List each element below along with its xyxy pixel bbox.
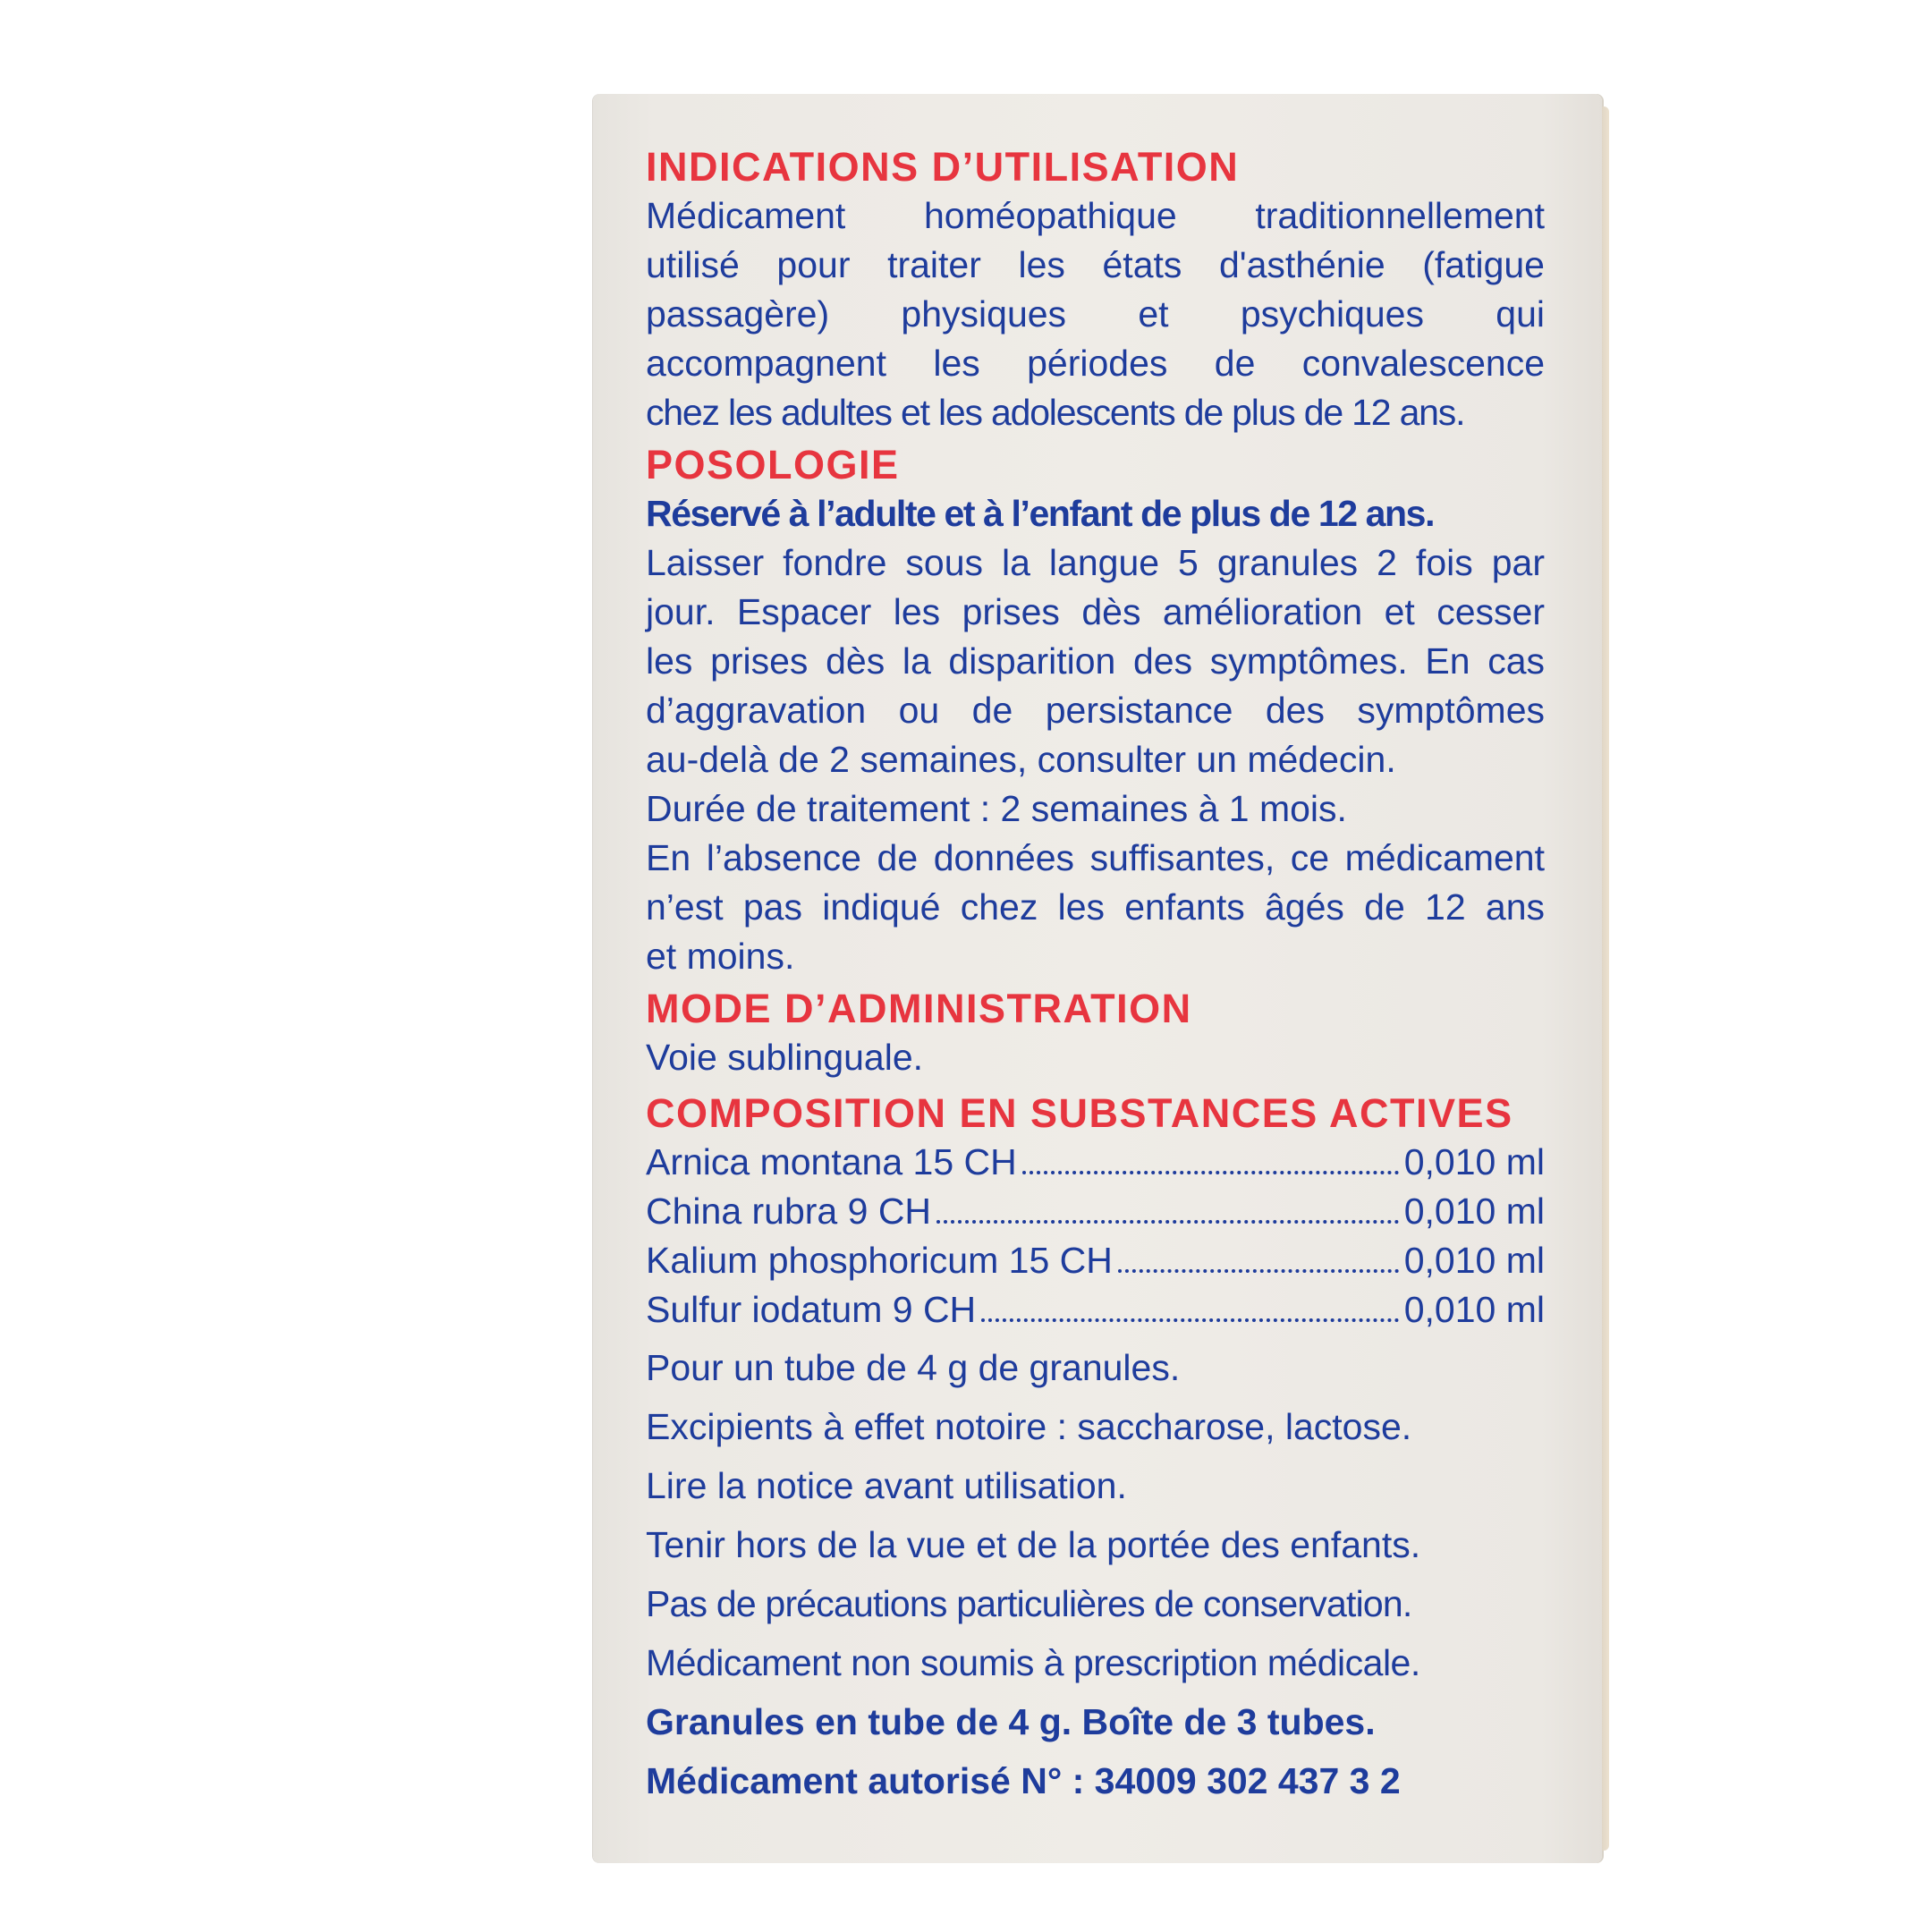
posologie-line: jour. Espacer les prises dès amélioration et cesser (646, 591, 1545, 632)
posologie-text (646, 489, 1545, 981)
substance-name: China rubra 9 CH (646, 1191, 932, 1232)
indications-line: passagère) physiques et psychiques qui (646, 293, 1545, 335)
packaging-info: Granules en tube de 4 g. Boîte de 3 tubes. (646, 1701, 1376, 1742)
notes (646, 1338, 1545, 1692)
dot-leader (1118, 1269, 1399, 1273)
note-line: Tenir hors de la vue et de la portée des enfants. (646, 1524, 1421, 1565)
dot-leader (936, 1220, 1399, 1224)
indications-line: utilisé pour traiter les états d'asthénie (fatigue (646, 244, 1545, 285)
posologie-line: Laisser fondre sous la langue 5 granules 2 fois par (646, 542, 1545, 583)
posologie-line: les prises dès la disparition des symptômes. En cas (646, 640, 1545, 682)
composition-item (646, 1138, 1545, 1187)
mode-value: Voie sublinguale. (646, 1037, 924, 1078)
indications-line: accompagnent les périodes de convalescence (646, 343, 1545, 384)
substance-name: Kalium phosphoricum 15 CH (646, 1240, 1113, 1281)
mode-text (646, 1033, 1545, 1082)
composition-item (646, 1187, 1545, 1236)
note-line: Médicament non soumis à prescription médicale. (646, 1642, 1420, 1683)
substance-value: 0,010 ml (1403, 1289, 1545, 1330)
note-line: Lire la notice avant utilisation. (646, 1465, 1127, 1506)
dot-leader (1022, 1171, 1399, 1174)
label-content (646, 143, 1545, 1810)
indications-heading: INDICATIONS D’UTILISATION (646, 144, 1240, 190)
posologie-duree: Durée de traitement : 2 semaines à 1 mois. (646, 788, 1347, 829)
posologie-absence-line: et moins. (646, 936, 795, 977)
indications-line: chez les adultes et les adolescents de plus de 12 ans. (646, 392, 1465, 433)
substance-name: Arnica montana 15 CH (646, 1141, 1017, 1182)
substance-name: Sulfur iodatum 9 CH (646, 1289, 977, 1330)
posologie-line: au-delà de 2 semaines, consulter un médecin. (646, 739, 1396, 780)
composition-heading: COMPOSITION EN SUBSTANCES ACTIVES (646, 1090, 1513, 1136)
substance-value: 0,010 ml (1403, 1240, 1545, 1281)
posologie-heading: POSOLOGIE (646, 442, 900, 487)
mode-heading: MODE D’ADMINISTRATION (646, 986, 1192, 1031)
dot-leader (981, 1318, 1399, 1322)
composition-item (646, 1285, 1545, 1335)
substance-value: 0,010 ml (1403, 1141, 1545, 1182)
posologie-line: d’aggravation ou de persistance des symptômes (646, 690, 1545, 731)
substance-value: 0,010 ml (1403, 1191, 1545, 1232)
posologie-absence-line: En l’absence de données suffisantes, ce médicament (646, 837, 1545, 878)
note-line: Pas de précautions particulières de conservation. (646, 1583, 1412, 1624)
authorization-number: Médicament autorisé N° : 34009 302 437 3 2 (646, 1760, 1401, 1801)
indications-text (646, 191, 1545, 437)
footer (646, 1692, 1545, 1810)
posologie-reserve: Réservé à l’adulte et à l’enfant de plus de 12 ans. (646, 493, 1435, 534)
composition-item (646, 1236, 1545, 1285)
posologie-absence-line: n’est pas indiqué chez les enfants âgés de 12 ans (646, 886, 1545, 928)
composition-list (646, 1138, 1545, 1335)
indications-line: Médicament homéopathique traditionnellement (646, 195, 1545, 236)
note-line: Excipients à effet notoire : saccharose, lactose. (646, 1406, 1412, 1447)
note-line: Pour un tube de 4 g de granules. (646, 1347, 1181, 1388)
